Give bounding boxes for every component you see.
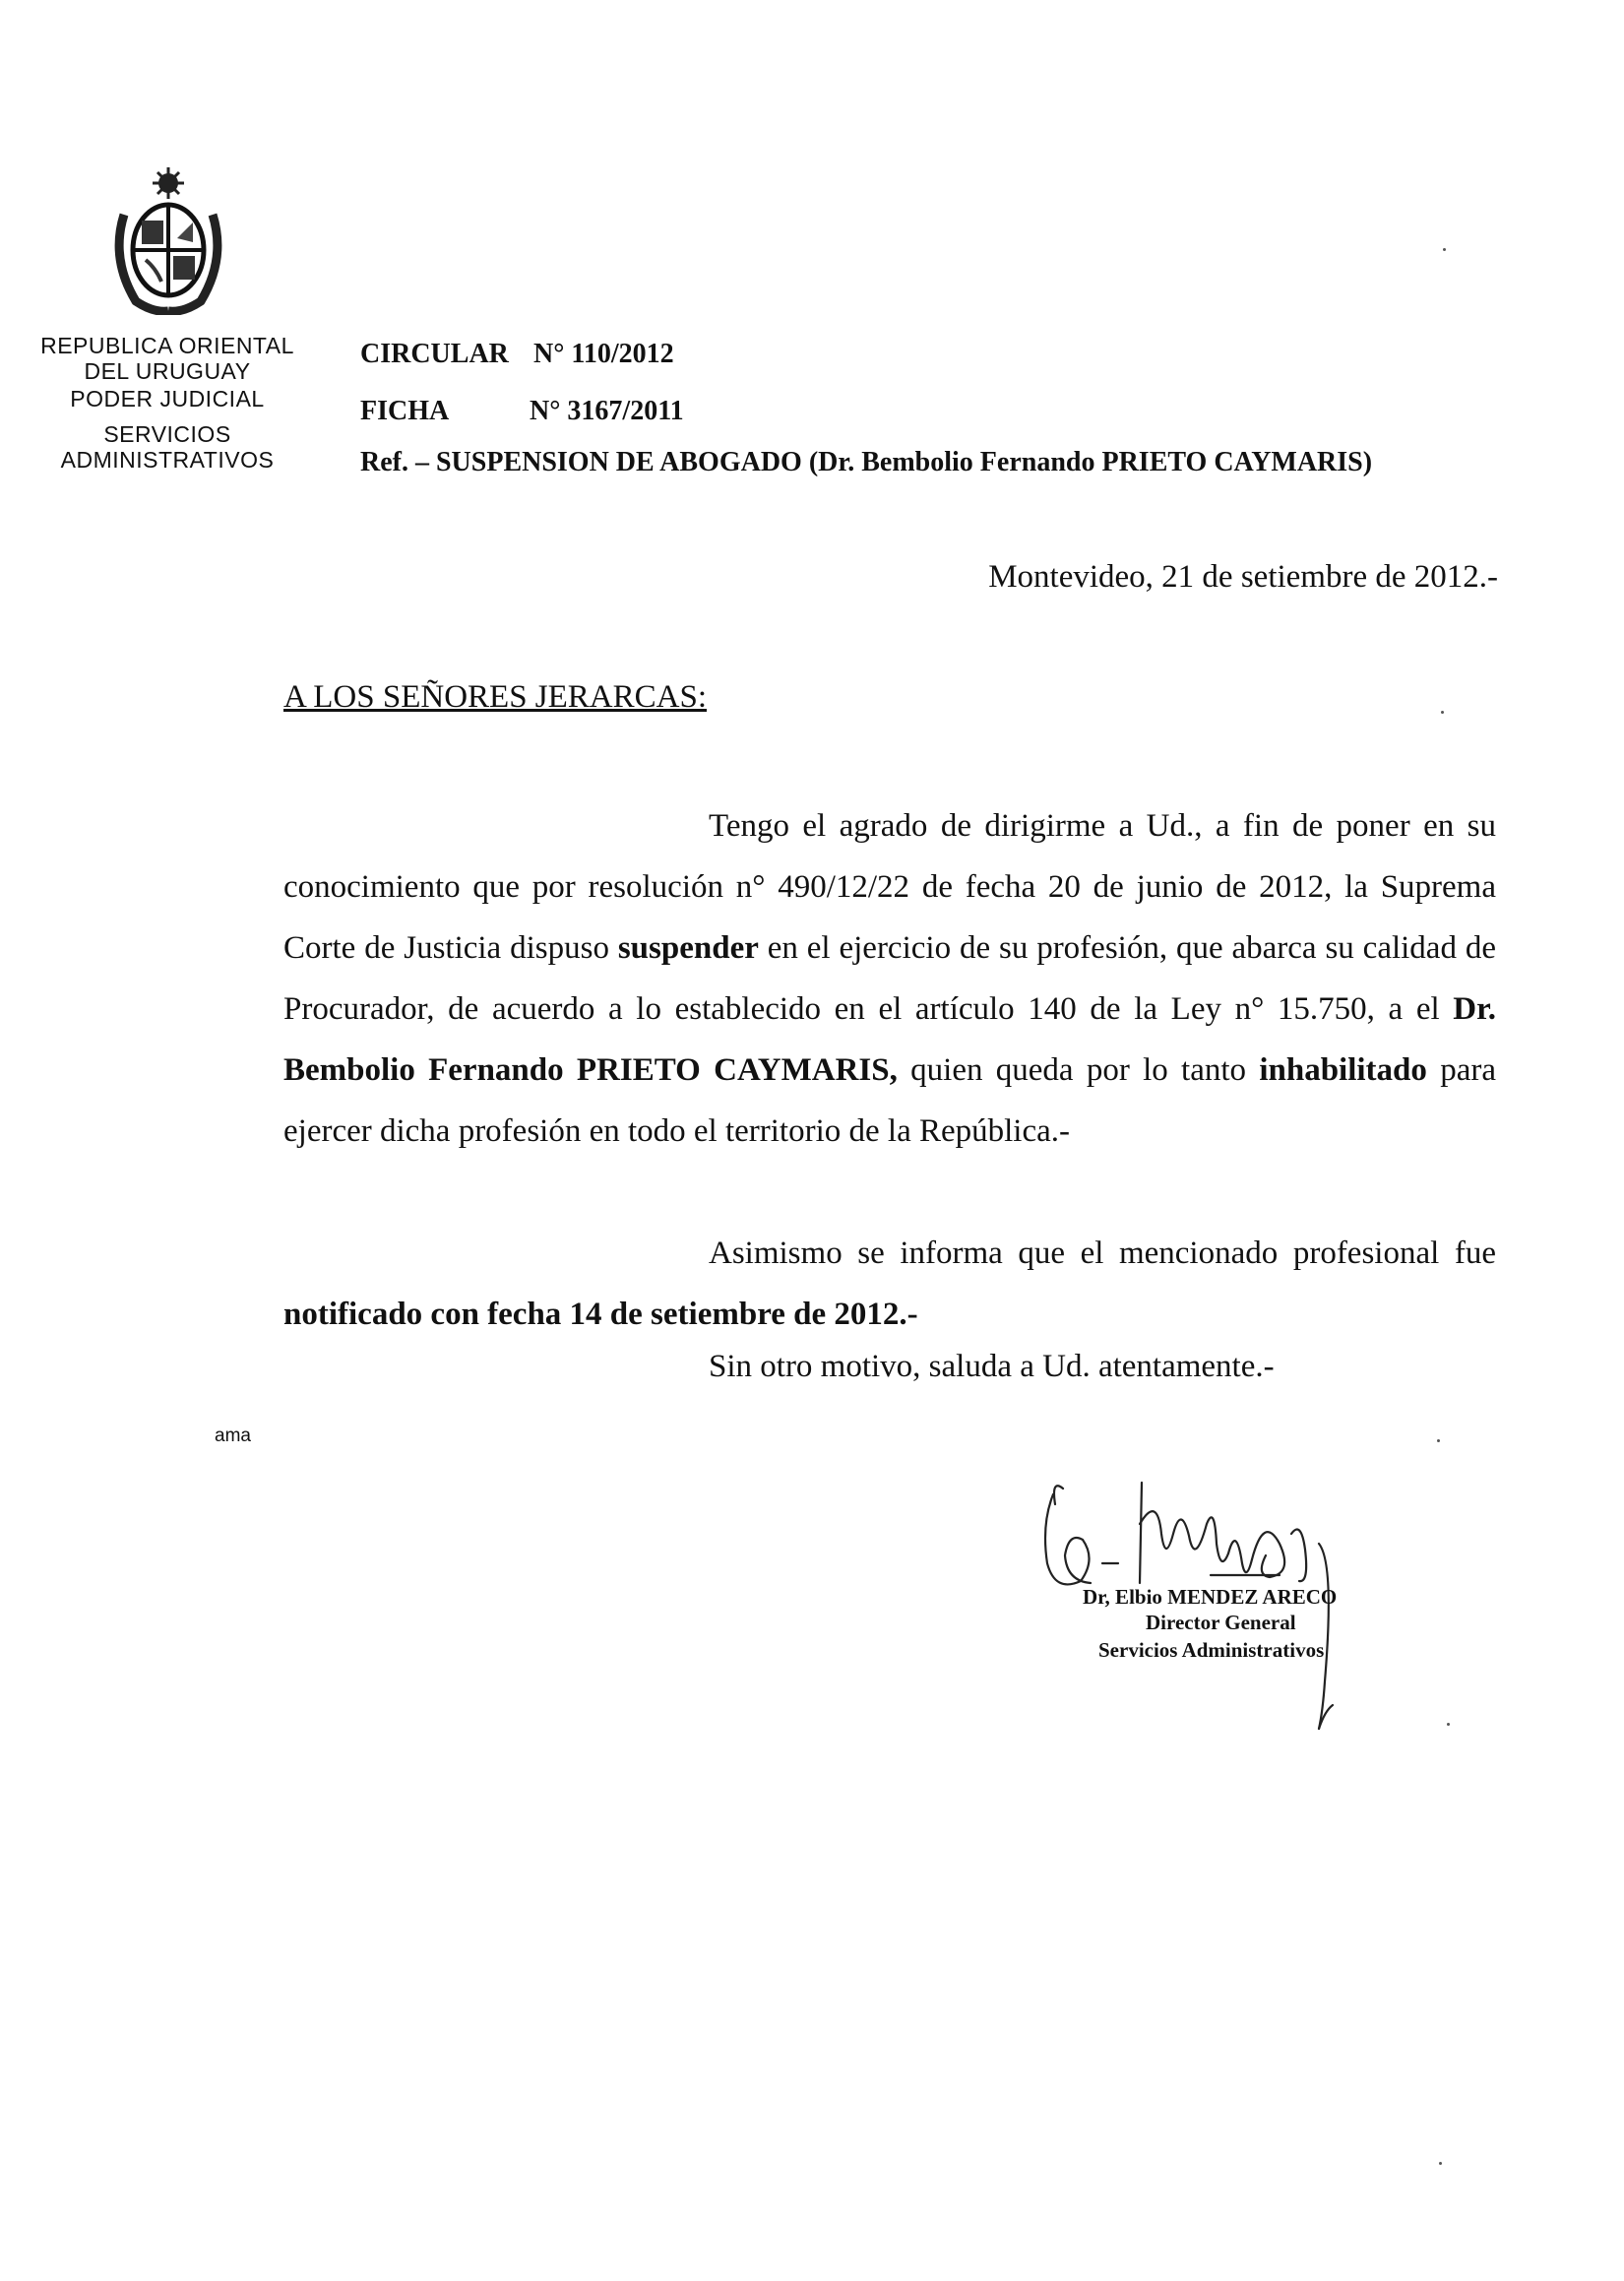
scan-speck [1439,2162,1442,2165]
p2-bold-notificado: notificado con fecha 14 de setiembre de 2012.- [283,1297,918,1332]
ficha-label: FICHA [360,396,450,426]
p1-text-d: para ejercer dicha profesión en todo el territorio de la República.- [283,1052,1496,1149]
scan-speck [1437,1439,1440,1442]
signatory-department: Servicios Administrativos [1098,1638,1325,1662]
letter-date: Montevideo, 21 de setiembre de 2012.- [988,559,1498,595]
closing-line: Sin otro motivo, saluda a Ud. atentamente.- [709,1349,1275,1384]
signatory-title: Director General [1146,1611,1296,1634]
body-paragraph-1 [283,795,1496,1162]
p1-text-b: en el ejercicio de su profesión, que abarca su calidad de Procurador, de acuerdo a lo establecido en el artículo 140 de la Ley n° 15.750, a el [283,930,1496,1027]
scan-speck [1441,711,1444,714]
org-line-5: ADMINISTRATIVOS [60,447,275,473]
p1-text-c: quien queda por lo tanto [897,1052,1260,1088]
p1-text-a: Tengo el agrado de dirigirme a Ud., a fin de poner en su conocimiento que por resolución n° 490/12/22 de fecha 20 de junio de 2012, la Suprema Corte de Justicia dispuso [283,808,1496,966]
p1-bold-suspender: suspender [617,930,759,966]
ficha-number: N° 3167/2011 [530,396,684,426]
org-line-1: REPUBLICA ORIENTAL [40,333,294,358]
signatory-name: Dr, Elbio MENDEZ ARECO [1083,1585,1338,1609]
p2-text-a: Asimismo se informa que el mencionado profesional fue [709,1236,1496,1271]
p1-bold-name: Dr. Bembolio Fernando PRIETO CAYMARIS, [283,991,1496,1088]
org-line-4: SERVICIOS [103,421,231,447]
reference-line: Ref. – SUSPENSION DE ABOGADO (Dr. Bembolio Fernando PRIETO CAYMARIS) [360,447,1373,477]
org-line-2: DEL URUGUAY [84,358,251,384]
p1-bold-inhabilitado: inhabilitado [1259,1052,1427,1088]
body-paragraph-2 [283,1223,1496,1345]
salutation: A LOS SEÑORES JERARCAS: [283,679,708,715]
org-line-3: PODER JUDICIAL [70,386,265,412]
circular-number: N° 110/2012 [533,339,674,369]
circular-label: CIRCULAR [360,339,509,369]
coat-of-arms-icon [106,165,230,315]
scan-speck [1443,248,1446,251]
typist-initials: ama [215,1426,251,1446]
scan-speck [1447,1723,1450,1726]
